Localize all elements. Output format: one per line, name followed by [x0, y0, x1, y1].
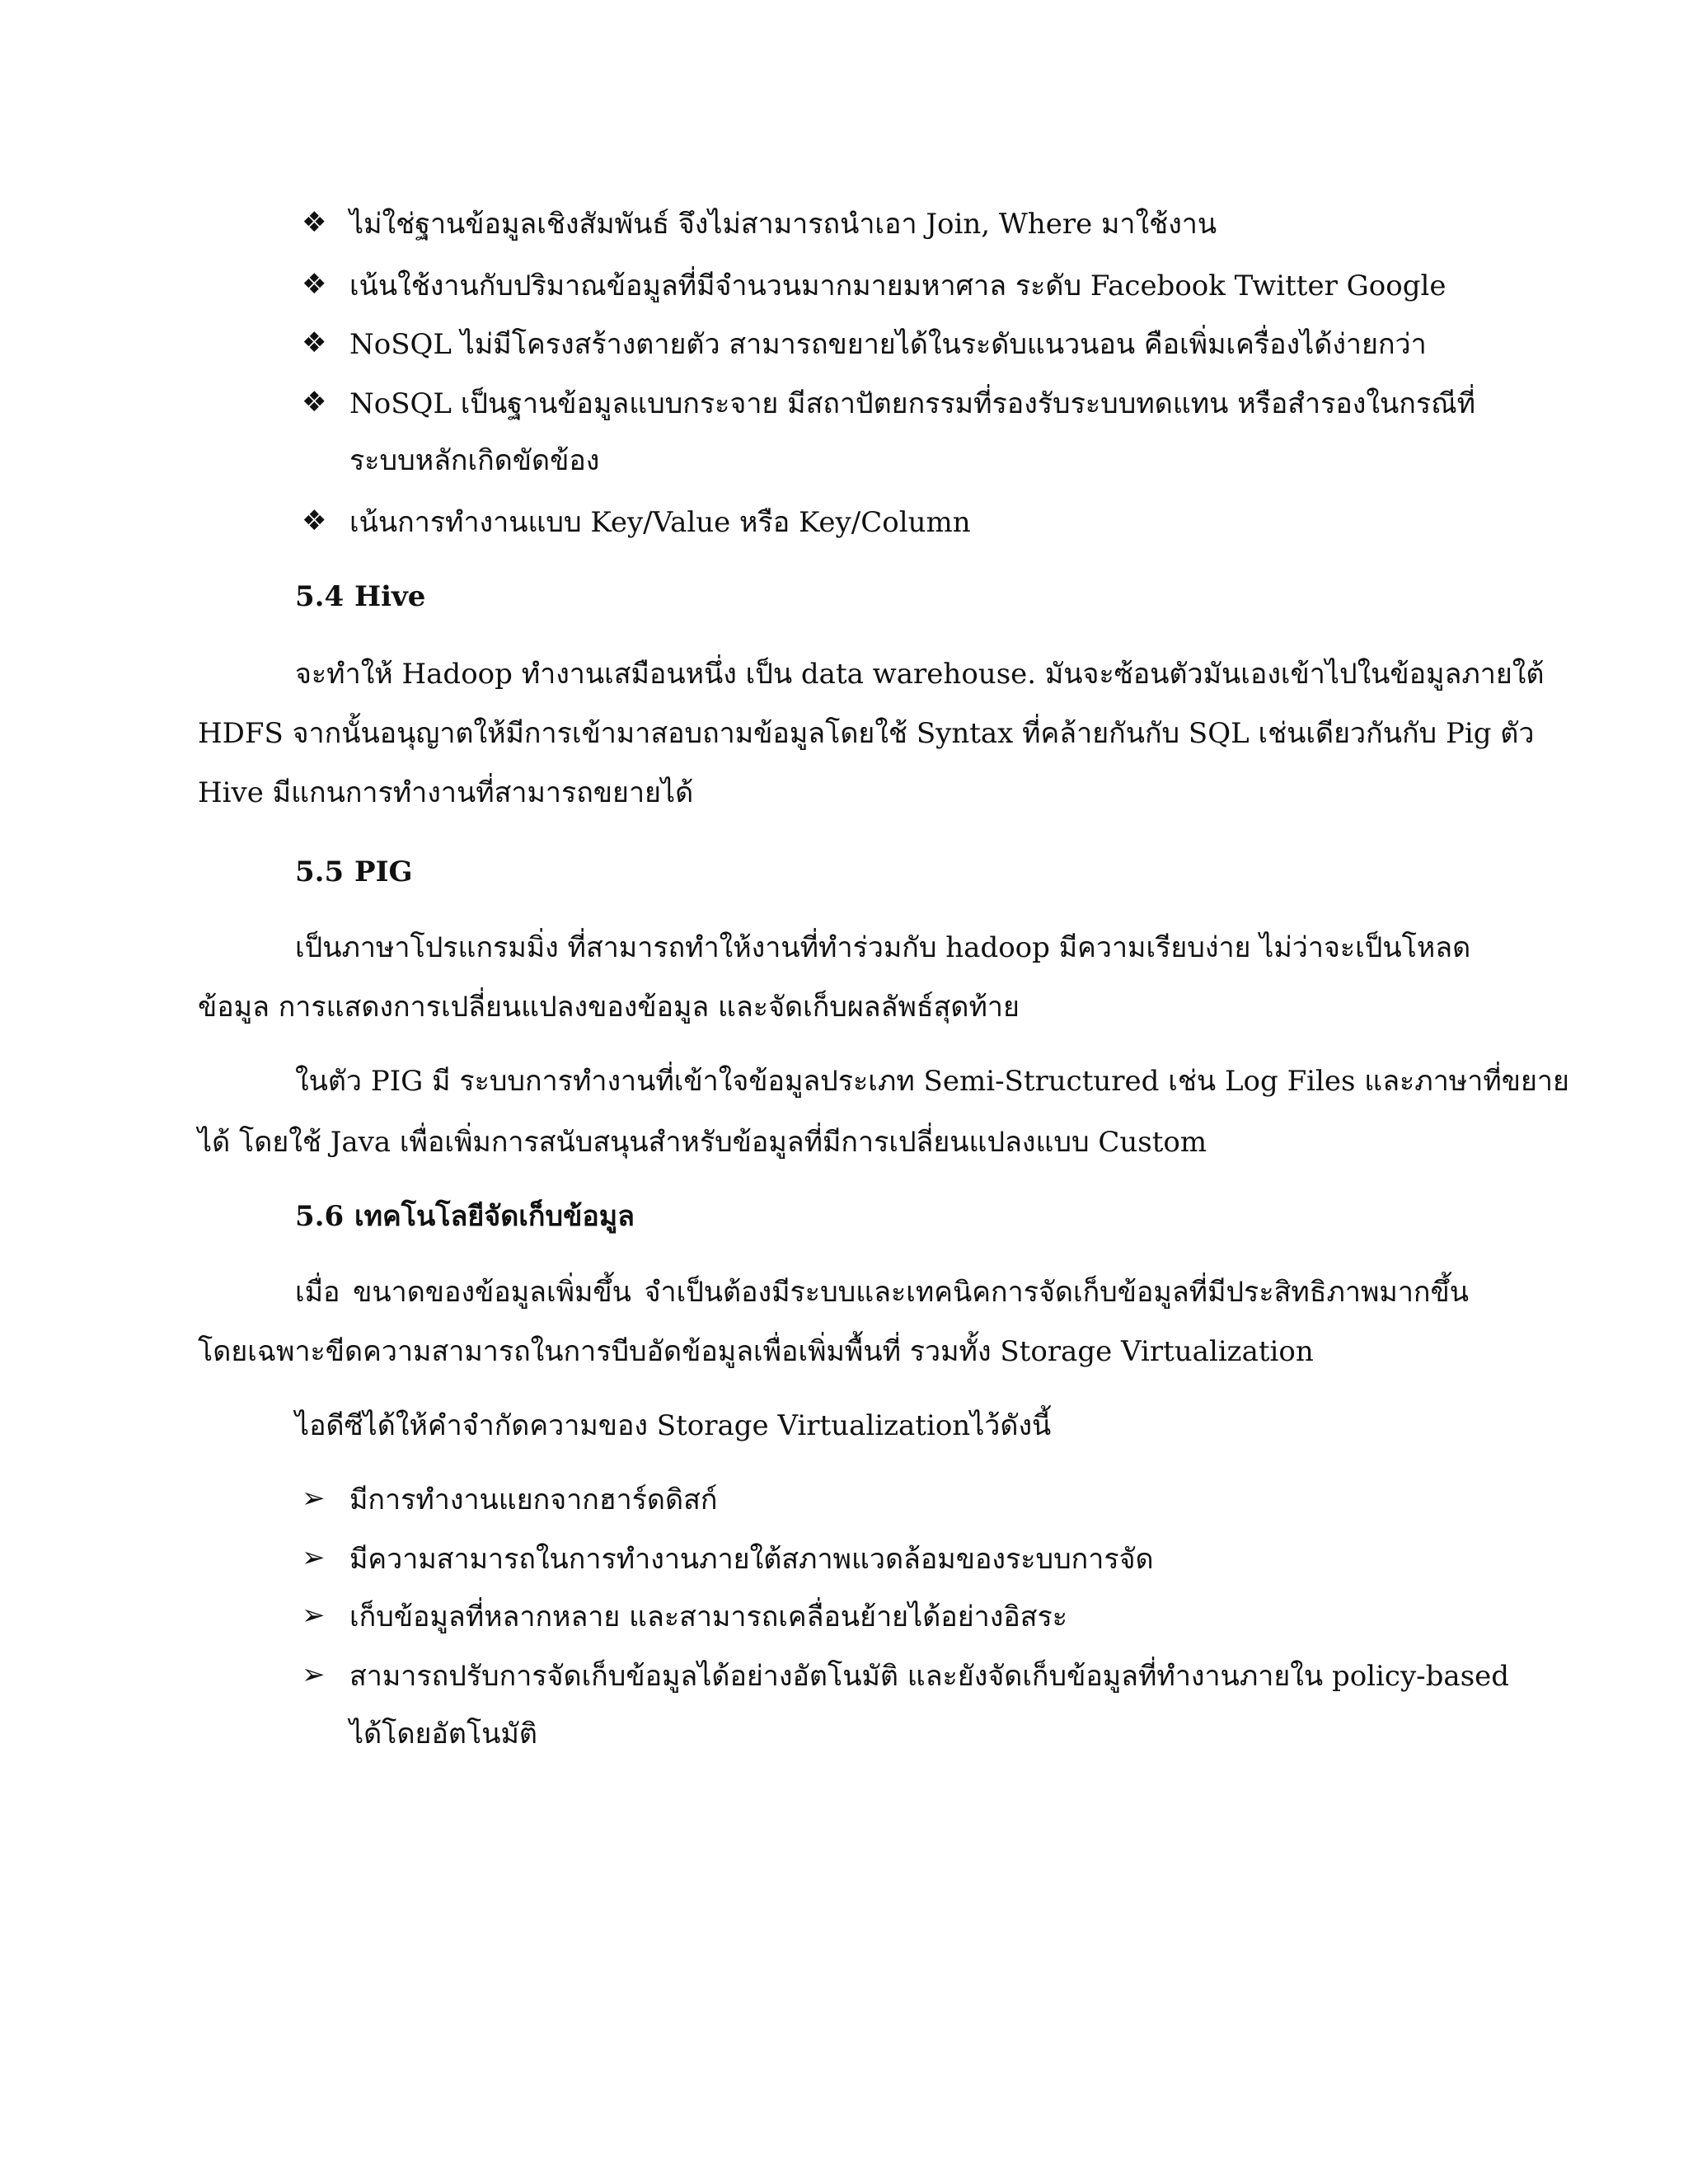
list-item: เน้นใช้งานกับปริมาณข้อมูลที่มีจำนวนมากมายมหาศาล ระดับ Facebook Twitter Google [349, 269, 1447, 302]
section-heading-storage [295, 1198, 635, 1235]
diamond-bullet-icon: ❖ [302, 386, 327, 419]
diamond-bullet-icon: ❖ [302, 206, 327, 239]
paragraph-line: เป็นภาษาโปรแกรมมิ่ง ที่สามารถทำให้งานที่ทำร่วมกับ hadoop มีความเรียบง่าย ไม่ว่าจะเป็นโหลด [295, 931, 1471, 964]
list-item-continuation: ได้โดยอัตโนมัติ [349, 1718, 537, 1750]
diamond-bullet-icon: ❖ [302, 268, 327, 301]
list-item: เก็บข้อมูลที่หลากหลาย และสามารถเคลื่อนย้ายได้อย่างอิสระ [349, 1601, 1068, 1633]
paragraph-line: HDFS จากนั้นอนุญาตให้มีการเข้ามาสอบถามข้อมูลโดยใช้ Syntax ที่คล้ายกันกับ SQL เช่นเดียวกันกับ Pig ตัว [198, 717, 1535, 750]
arrow-bullet-icon: ➢ [302, 1658, 326, 1691]
section-number: 5.6 [295, 1200, 345, 1233]
paragraph-line: ได้ โดยใช้ Java เพื่อเพิ่มการสนับสนุนสำหรับข้อมูลที่มีการเปลี่ยนแปลงแบบ Custom [198, 1126, 1207, 1159]
list-item-continuation: ระบบหลักเกิดขัดข้อง [349, 444, 600, 477]
paragraph-line: ข้อมูล การแสดงการเปลี่ยนแปลงของข้อมูล และจัดเก็บผลลัพธ์สุดท้าย [198, 991, 1020, 1024]
paragraph-line: โดยเฉพาะขีดความสามารถในการบีบอัดข้อมูลเพื่อเพิ่มพื้นที่ รวมทั้ง Storage Virtualization [198, 1335, 1314, 1368]
storage-intro: ไอดีซีได้ให้คำจำกัดความของ Storage Virtualizationไว้ดังนี้ [295, 1409, 1052, 1442]
list-item: เน้นการทำงานแบบ Key/Value หรือ Key/Column [349, 506, 971, 539]
section-heading-pig [295, 854, 413, 890]
diamond-bullet-icon: ❖ [302, 326, 327, 359]
paragraph-line: เมื่อ ขนาดของข้อมูลเพิ่มขึ้น จำเป็นต้องมีระบบและเทคนิคการจัดเก็บข้อมูลที่มีประสิทธิภาพมากขึ้น [295, 1276, 1469, 1309]
section-number: 5.5 [295, 855, 345, 888]
section-title: เทคโนโลยีจัดเก็บข้อมูล [354, 1200, 635, 1233]
section-title: PIG [354, 855, 413, 888]
diamond-bullet-icon: ❖ [302, 504, 327, 537]
arrow-bullet-icon: ➢ [302, 1482, 326, 1515]
paragraph-line: ในตัว PIG มี ระบบการทำงานที่เข้าใจข้อมูลประเภท Semi-Structured เช่น Log Files และภาษาที่ขยาย [295, 1065, 1569, 1098]
list-item: สามารถปรับการจัดเก็บข้อมูลได้อย่างอัตโนมัติ และยังจัดเก็บข้อมูลที่ทำงานภายใน policy-based [349, 1660, 1510, 1693]
section-heading-hive [295, 579, 425, 615]
paragraph-line: จะทำให้ Hadoop ทำงานเสมือนหนึ่ง เป็น data warehouse. มันจะซ้อนตัวมันเองเข้าไปในข้อมูลภายใต้ [295, 658, 1545, 691]
list-item: NoSQL เป็นฐานข้อมูลแบบกระจาย มีสถาปัตยกรรมที่รองรับระบบทดแทน หรือสำรองในกรณีที่ [349, 387, 1476, 420]
arrow-bullet-icon: ➢ [302, 1599, 326, 1632]
list-item: มีความสามารถในการทำงานภายใต้สภาพแวดล้อมของระบบการจัด [349, 1543, 1154, 1576]
section-title: Hive [354, 580, 426, 613]
arrow-bullet-icon: ➢ [302, 1541, 326, 1574]
paragraph-line: Hive มีแกนการทำงานที่สามารถขยายได้ [198, 776, 694, 809]
list-item: มีการทำงานแยกจากฮาร์ดดิสก์ [349, 1483, 718, 1516]
list-item: NoSQL ไม่มีโครงสร้างตายตัว สามารถขยายได้ในระดับแนวนอน คือเพิ่มเครื่องได้ง่ายกว่า [349, 328, 1427, 361]
section-number: 5.4 [295, 580, 345, 613]
list-item: ไม่ใช่ฐานข้อมูลเชิงสัมพันธ์ จึงไม่สามารถนำเอา Join, Where มาใช้งาน [349, 208, 1217, 241]
